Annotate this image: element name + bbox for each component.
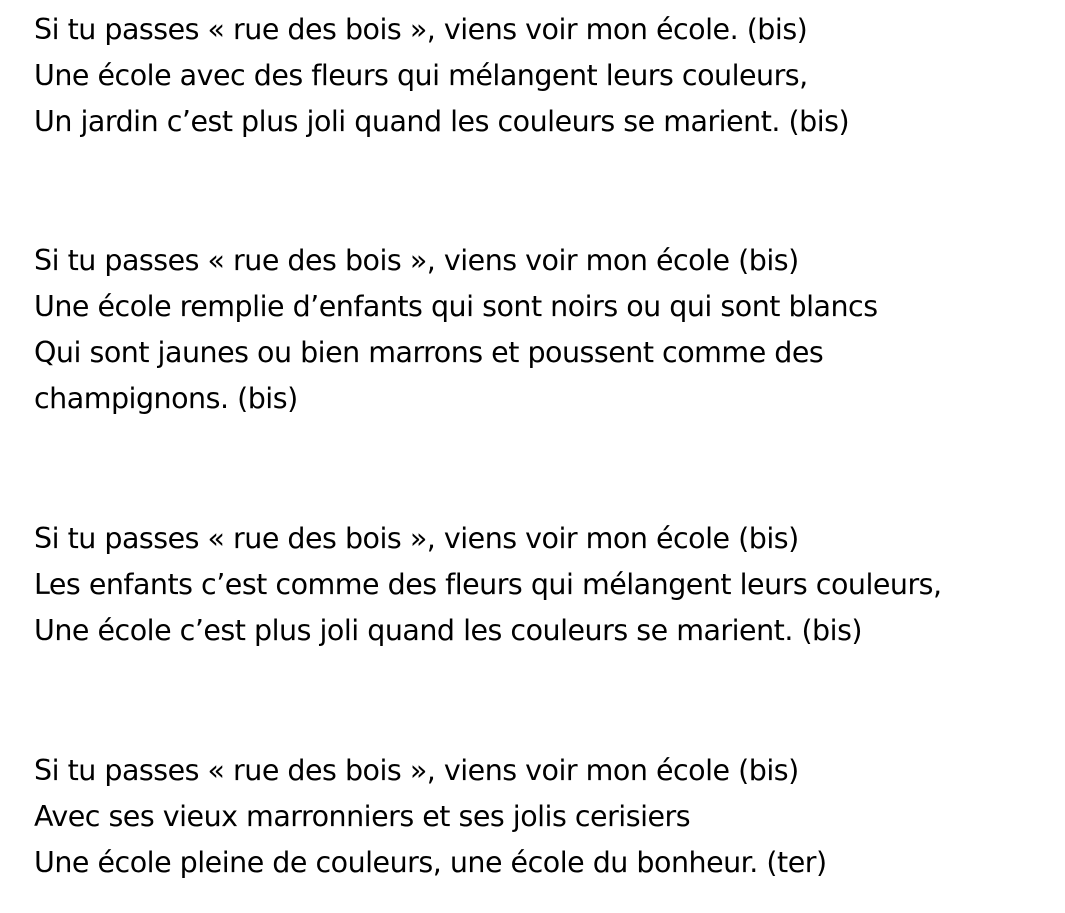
- stanza-4: [34, 748, 827, 886]
- stanza-1: [34, 7, 849, 145]
- lyric-line: Un jardin c’est plus joli quand les couleurs se marient. (bis): [34, 105, 850, 138]
- lyric-line: Une école remplie d’enfants qui sont noirs ou qui sont blancs: [34, 290, 878, 323]
- lyric-line: Si tu passes « rue des bois », viens voir mon école (bis): [34, 522, 799, 555]
- lyric-line: Si tu passes « rue des bois », viens voir mon école (bis): [34, 244, 799, 277]
- stanza-3: [34, 516, 942, 654]
- lyric-line: champignons. (bis): [34, 382, 298, 415]
- lyric-line: Avec ses vieux marronniers et ses jolis cerisiers: [34, 800, 691, 833]
- lyric-line: Si tu passes « rue des bois », viens voir mon école (bis): [34, 754, 799, 787]
- lyric-line: Si tu passes « rue des bois », viens voir mon école. (bis): [34, 13, 808, 46]
- stanza-2: [34, 238, 878, 422]
- lyric-line: Une école pleine de couleurs, une école du bonheur. (ter): [34, 846, 827, 879]
- lyric-line: Une école avec des fleurs qui mélangent leurs couleurs,: [34, 59, 808, 92]
- lyric-line: Les enfants c’est comme des fleurs qui mélangent leurs couleurs,: [34, 568, 942, 601]
- lyric-line: Qui sont jaunes ou bien marrons et poussent comme des: [34, 336, 824, 369]
- lyric-line: Une école c’est plus joli quand les couleurs se marient. (bis): [34, 614, 863, 647]
